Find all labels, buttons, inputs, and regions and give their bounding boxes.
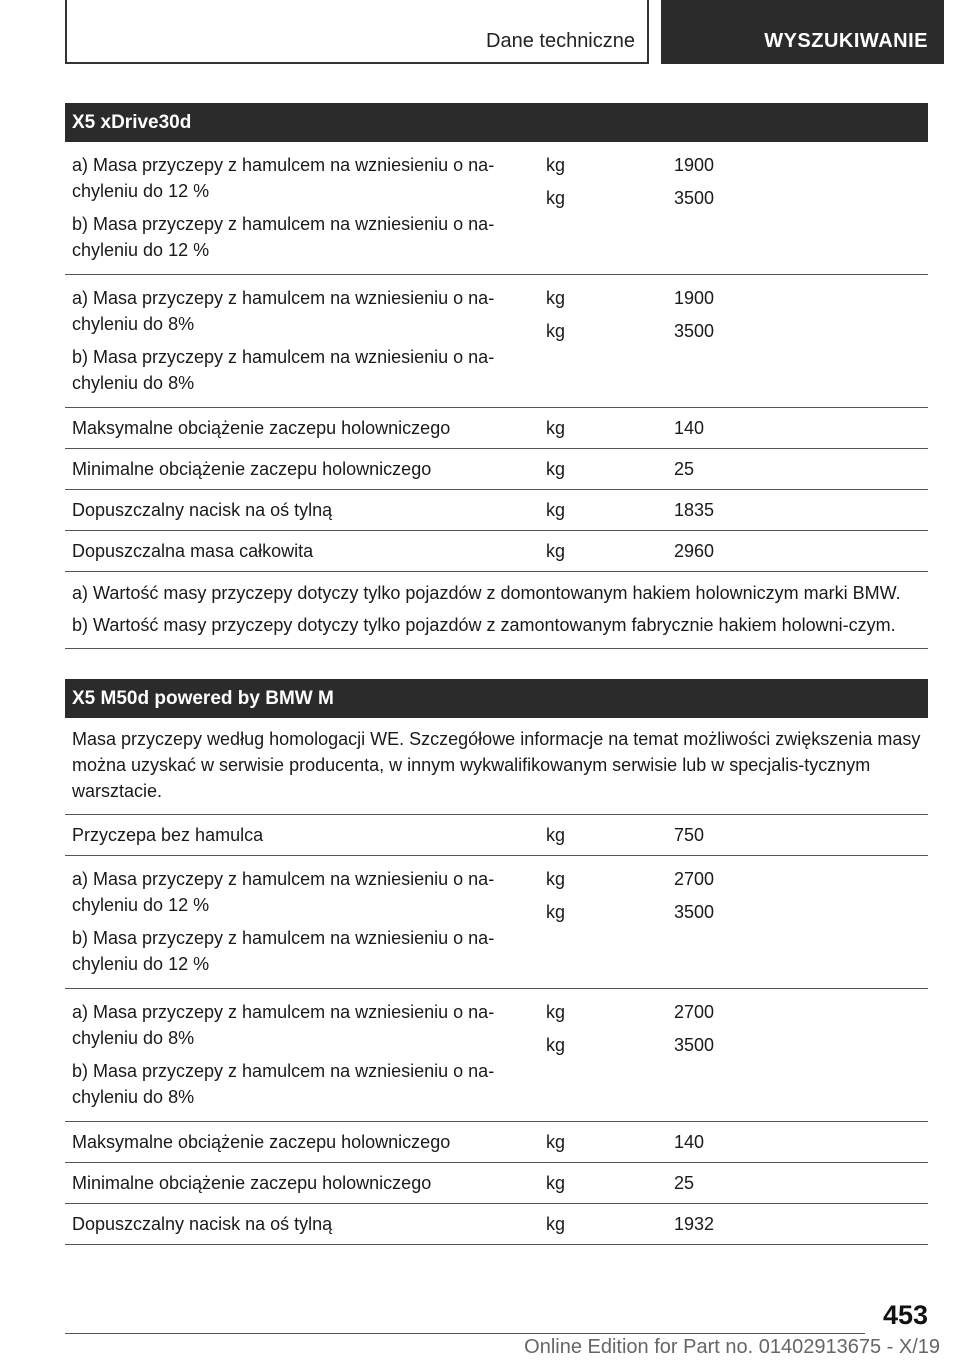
value-text: 3500 — [674, 1035, 715, 1055]
tab-dane-techniczne[interactable] — [65, 0, 649, 64]
unit-text: kg — [546, 1002, 566, 1022]
unit-text: kg — [546, 500, 566, 520]
section-intro: Masa przyczepy według homologacji WE. Szczegółowe informacje na temat możliwości zwiększenia masy można uzyskać w serwisie producenta, w innym wykwalifikowanym serwisie lub w specjalis-tycznym warsztacie. — [65, 718, 928, 815]
footnote-a: a) Wartość masy przyczepy dotyczy tylko pojazdów z domontowanym hakiem holowniczym marki BMW. — [72, 583, 901, 603]
label-text: a) Masa przyczepy z hamulcem na wzniesieniu o na-chyleniu do 12 % — [72, 155, 495, 201]
table-row — [65, 449, 928, 490]
spec-rows — [65, 142, 928, 572]
value-text: 2700 — [674, 1002, 715, 1022]
table-row — [65, 1122, 928, 1163]
row-unit — [540, 815, 668, 855]
page-number: 453 — [882, 1300, 928, 1330]
row-label — [65, 856, 540, 988]
row-value — [668, 531, 928, 571]
label-text: b) Masa przyczepy z hamulcem na wzniesieniu o na-chyleniu do 8% — [72, 1061, 495, 1107]
unit-text: kg — [546, 188, 566, 208]
spec-tables — [65, 103, 928, 1275]
row-value — [668, 989, 928, 1121]
table-row — [65, 1163, 928, 1204]
value-text: 1900 — [674, 288, 715, 308]
label-text: Minimalne obciążenie zaczepu holowniczego — [72, 1173, 432, 1193]
spec-rows — [65, 815, 928, 1245]
value-text: 750 — [674, 825, 705, 845]
unit-text: kg — [546, 418, 566, 438]
label-text: Dopuszczalny nacisk na oś tylną — [72, 1214, 333, 1234]
row-unit — [540, 531, 668, 571]
label-text: a) Masa przyczepy z hamulcem na wzniesieniu o na-chyleniu do 12 % — [72, 869, 495, 915]
row-unit — [540, 989, 668, 1121]
value-text: 1900 — [674, 155, 715, 175]
row-value — [668, 1204, 928, 1244]
tab-search-label: WYSZUKIWANIE — [764, 30, 928, 52]
unit-text: kg — [546, 825, 566, 845]
unit-text: kg — [546, 1173, 566, 1193]
row-value — [668, 142, 928, 274]
table-row — [65, 856, 928, 989]
row-value — [668, 449, 928, 489]
table-row — [65, 408, 928, 449]
label-text: b) Masa przyczepy z hamulcem na wzniesieniu o na-chyleniu do 12 % — [72, 214, 495, 260]
unit-text: kg — [546, 869, 566, 889]
unit-text: kg — [546, 1214, 566, 1234]
section-x5-xdrive30d — [65, 103, 928, 649]
table-row — [65, 989, 928, 1122]
label-text: Przyczepa bez hamulca — [72, 825, 264, 845]
label-text: a) Masa przyczepy z hamulcem na wzniesieniu o na-chyleniu do 8% — [72, 288, 495, 334]
value-text: 140 — [674, 418, 705, 438]
table-row — [65, 815, 928, 856]
row-value — [668, 275, 928, 407]
label-text: a) Masa przyczepy z hamulcem na wzniesieniu o na-chyleniu do 8% — [72, 1002, 495, 1048]
value-text: 2960 — [674, 541, 715, 561]
row-unit — [540, 1204, 668, 1244]
unit-text: kg — [546, 1132, 566, 1152]
section-x5-m50d — [65, 679, 928, 1245]
unit-text: kg — [546, 288, 566, 308]
unit-text: kg — [546, 155, 566, 175]
table-row — [65, 275, 928, 408]
row-value — [668, 408, 928, 448]
row-value — [668, 1122, 928, 1162]
label-text: Maksymalne obciążenie zaczepu holowniczego — [72, 1132, 451, 1152]
row-value — [668, 815, 928, 855]
row-unit — [540, 142, 668, 274]
row-unit — [540, 856, 668, 988]
value-text: 3500 — [674, 902, 715, 922]
unit-text: kg — [546, 459, 566, 479]
row-label — [65, 490, 540, 530]
value-text: 1932 — [674, 1214, 715, 1234]
table-row — [65, 490, 928, 531]
table-row — [65, 1204, 928, 1245]
label-text: Maksymalne obciążenie zaczepu holowniczego — [72, 418, 451, 438]
label-text: Minimalne obciążenie zaczepu holowniczego — [72, 459, 432, 479]
value-text: 3500 — [674, 188, 715, 208]
tab-search[interactable] — [661, 0, 944, 64]
row-label — [65, 531, 540, 571]
unit-text: kg — [546, 902, 566, 922]
row-unit — [540, 490, 668, 530]
value-text: 140 — [674, 1132, 705, 1152]
unit-text: kg — [546, 541, 566, 561]
row-value — [668, 1163, 928, 1203]
row-value — [668, 490, 928, 530]
row-label — [65, 989, 540, 1121]
footer-divider — [65, 1333, 865, 1334]
row-label — [65, 408, 540, 448]
unit-text: kg — [546, 321, 566, 341]
row-label — [65, 815, 540, 855]
row-label — [65, 449, 540, 489]
row-label — [65, 1204, 540, 1244]
label-text: Dopuszczalny nacisk na oś tylną — [72, 500, 333, 520]
value-text: 25 — [674, 459, 695, 479]
row-label — [65, 1122, 540, 1162]
table-row — [65, 142, 928, 275]
label-text: Dopuszczalna masa całkowita — [72, 541, 314, 561]
footnote-b: b) Wartość masy przyczepy dotyczy tylko pojazdów z zamontowanym fabrycznie hakiem holowni-czym. — [72, 615, 896, 635]
section-title: X5 xDrive30d — [65, 103, 928, 142]
footer-edition: Online Edition for Part no. 01402913675 - X/19 — [524, 1336, 940, 1358]
value-text: 25 — [674, 1173, 695, 1193]
label-text: b) Masa przyczepy z hamulcem na wzniesieniu o na-chyleniu do 12 % — [72, 928, 495, 974]
row-unit — [540, 1163, 668, 1203]
row-unit — [540, 275, 668, 407]
row-unit — [540, 408, 668, 448]
row-label — [65, 275, 540, 407]
value-text: 2700 — [674, 869, 715, 889]
section-title: X5 M50d powered by BMW M — [65, 679, 928, 718]
label-text: b) Masa przyczepy z hamulcem na wzniesieniu o na-chyleniu do 8% — [72, 347, 495, 393]
row-value — [668, 856, 928, 988]
unit-text: kg — [546, 1035, 566, 1055]
row-label — [65, 1163, 540, 1203]
value-text: 1835 — [674, 500, 715, 520]
row-unit — [540, 449, 668, 489]
value-text: 3500 — [674, 321, 715, 341]
row-label — [65, 142, 540, 274]
row-unit — [540, 1122, 668, 1162]
top-navigation — [0, 0, 960, 66]
footnote — [65, 572, 928, 649]
table-row — [65, 531, 928, 572]
tab-dane-techniczne-label: Dane techniczne — [486, 30, 635, 52]
